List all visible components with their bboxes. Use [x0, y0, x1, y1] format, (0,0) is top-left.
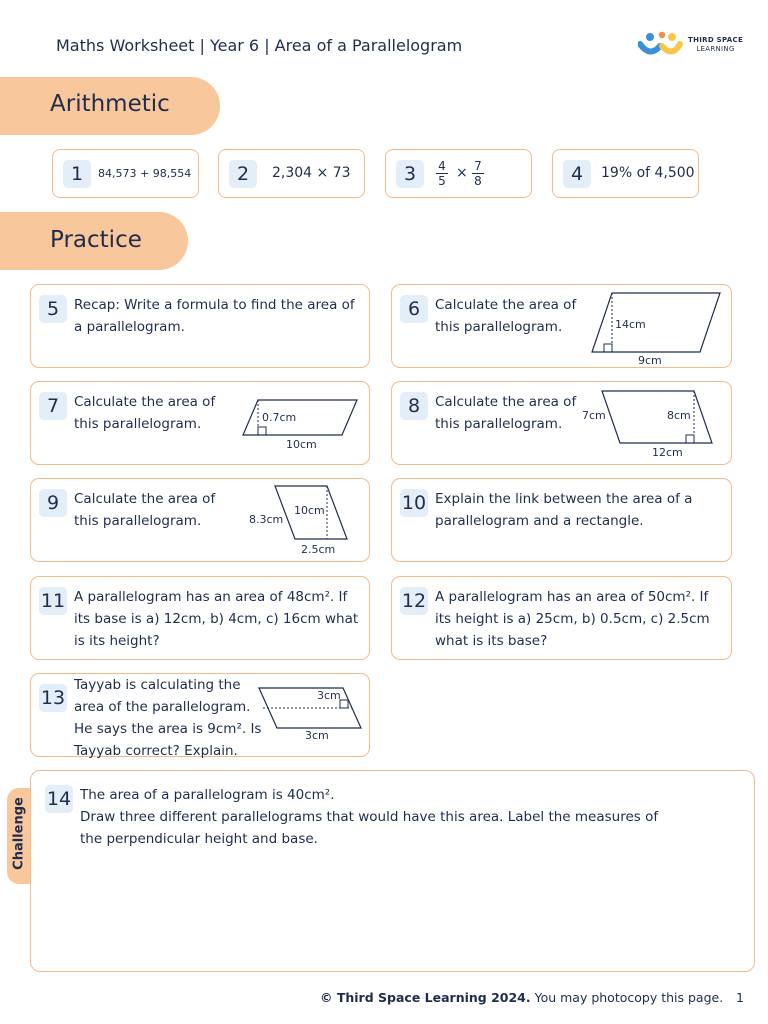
- worksheet-title: Maths Worksheet | Year 6 | Area of a Parallelogram: [56, 36, 463, 55]
- question-text: Explain the link between the area of a parallelogram and a rectangle.: [435, 491, 693, 529]
- question-number: 10: [400, 489, 428, 517]
- question-number: 8: [400, 392, 428, 420]
- multiply-sign: ×: [456, 165, 468, 181]
- practice-section-header: Practice: [0, 212, 188, 270]
- height-label: 10cm: [294, 504, 325, 517]
- parallelogram-diagram: [582, 388, 722, 462]
- question-text: Calculate the area of this parallelogram.: [435, 394, 577, 432]
- parallelogram-diagram: [239, 396, 361, 452]
- base-label: 2.5cm: [301, 543, 336, 556]
- parallelogram-diagram: [588, 291, 728, 365]
- question-text: The area of a parallelogram is 40cm². Draw three different parallelograms that would have this area. Label the measures of the perpendicular height and base.: [80, 787, 659, 847]
- question-number: 6: [400, 295, 428, 323]
- arithmetic-question-2: [218, 149, 365, 198]
- fraction-four-fifths: $\frac{4}{5}$: [436, 159, 448, 188]
- logo-text: THIRD SPACE LEARNING: [688, 36, 744, 53]
- height-label: 0.7cm: [262, 411, 297, 424]
- question-number: 1: [63, 160, 91, 188]
- arithmetic-question-4: [552, 149, 699, 198]
- question-number: 9: [39, 489, 67, 517]
- question-text: Calculate the area of this parallelogram.: [74, 394, 216, 432]
- question-7: [30, 381, 370, 465]
- third-space-learning-logo: [638, 30, 748, 60]
- question-number: 11: [39, 587, 67, 615]
- question-number: 3: [396, 160, 424, 188]
- question-11: [30, 576, 370, 660]
- base-label: 9cm: [638, 354, 662, 367]
- question-5: [30, 284, 370, 368]
- question-number: 2: [229, 160, 257, 188]
- base-label: 12cm: [652, 446, 683, 459]
- question-14: [30, 770, 755, 972]
- question-10: [391, 478, 732, 562]
- question-text: 84,573 + 98,554: [98, 167, 192, 180]
- question-number: 12: [400, 587, 428, 615]
- footer-copyright: © Third Space Learning 2024. You may photocopy this page.: [320, 990, 724, 1005]
- question-12: [391, 576, 732, 660]
- question-number: 7: [39, 392, 67, 420]
- arithmetic-question-3: [385, 149, 532, 198]
- parallelogram-diagram: [247, 483, 357, 561]
- height-label: 8cm: [667, 409, 691, 422]
- question-text: Calculate the area of this parallelogram.: [74, 491, 216, 529]
- question-6: [391, 284, 732, 368]
- question-number: 4: [563, 160, 591, 188]
- question-number: 14: [45, 785, 73, 813]
- page-number: 1: [736, 990, 744, 1005]
- question-text: A parallelogram has an area of 48cm². If its base is a) 12cm, b) 4cm, c) 16cm what is its height?: [74, 589, 359, 649]
- logo-icon: [638, 30, 684, 60]
- question-text: Tayyab is calculating the area of the parallelogram. He says the area is 9cm². Is Tayyab correct? Explain.: [74, 677, 262, 759]
- base-label: 3cm: [305, 729, 329, 742]
- question-text: 2,304 × 73: [272, 165, 351, 181]
- question-text: Calculate the area of this parallelogram.: [435, 297, 577, 335]
- arithmetic-question-1: [52, 149, 199, 198]
- challenge-tab: Challenge: [7, 788, 31, 884]
- question-8: [391, 381, 732, 465]
- base-label: 10cm: [286, 438, 317, 451]
- question-number: 5: [39, 295, 67, 323]
- height-label: 14cm: [615, 318, 646, 331]
- arithmetic-section-header: Arithmetic: [0, 77, 220, 135]
- fraction-seven-eighths: $\frac{7}{8}$: [472, 159, 484, 188]
- parallelogram-diagram: [255, 682, 367, 744]
- top-label: 3cm: [317, 689, 341, 702]
- question-text: 19% of 4,500: [601, 165, 695, 181]
- question-9: [30, 478, 370, 562]
- question-text: A parallelogram has an area of 50cm². If its height is a) 25cm, b) 0.5cm, c) 2.5cm what is its base?: [435, 589, 710, 649]
- question-text: Recap: Write a formula to find the area of a parallelogram.: [74, 297, 355, 335]
- question-13: [30, 673, 370, 757]
- question-number: 13: [39, 684, 67, 712]
- side-label: 7cm: [582, 409, 606, 422]
- side-label: 8.3cm: [249, 513, 284, 526]
